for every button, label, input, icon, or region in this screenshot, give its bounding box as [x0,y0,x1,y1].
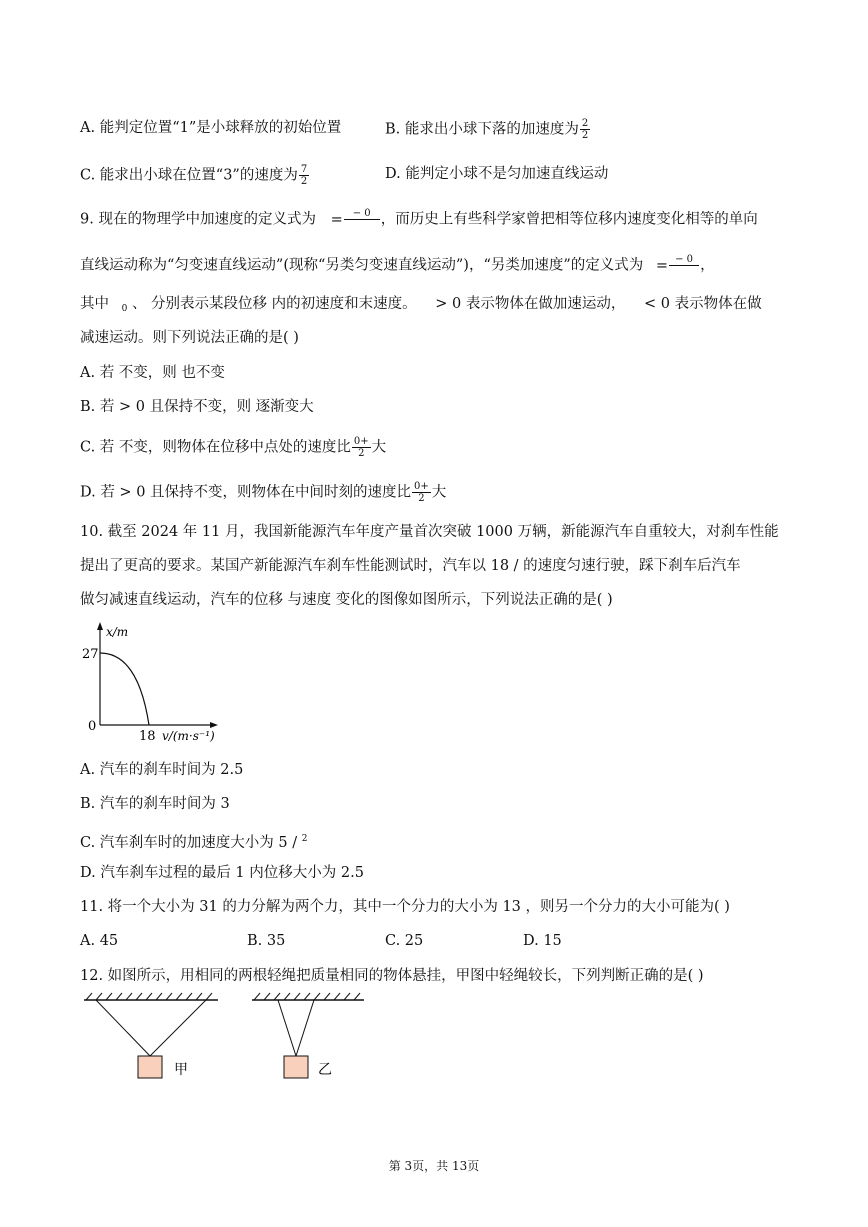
q9-option-c [80,436,386,459]
q8-option-b [385,118,591,141]
ceiling-jia [84,993,218,1000]
q9-option-d [80,481,446,504]
graph-x-tick: 18 [139,729,156,744]
rope-yi-right [296,1000,314,1056]
q9-line-3-b: 、 分别表示某段位移 内的初速度和末速度。 [131,296,417,312]
q9-line-3-c: > 0 表示物体在做加速运动， [435,296,626,312]
q11-line-1: 11. 将一个大小为 31 的力分解为两个力，其中一个分力的大小为 13 ，则另一个分力的大小可能为( ) [80,899,730,915]
q9-option-d-text: D. 若 > 0 且保持不变，则物体在中间时刻的速度比 [80,484,412,501]
q9-line-2-pre: 直线运动称为“匀变速直线运动”(现称“另类匀变速直线运动”)，“另类加速度”的定义式为 [80,257,644,274]
ceiling-yi [252,993,364,1000]
fraction-denominator: 2 [300,176,308,187]
q10-option-b: B. 汽车的刹车时间为 3 [80,796,230,812]
q8-option-b-text: B. 能求出小球下落的加速度为 [385,121,579,138]
fraction-numerator: 7 [300,164,308,175]
q9-option-c-fraction [352,436,371,459]
q9-line-3-a: 其中 [80,296,109,312]
rope-yi-left [278,1000,296,1056]
q9-line-3-d: < 0 表示物体在做 [643,296,762,312]
fraction-numerator: 0+ [414,481,429,492]
q10-line-1: 10. 截至 2024 年 11 月，我国新能源汽车年度产量首次突破 1000 万辆，新能源汽车自重较大，对刹车性能 [80,524,779,540]
superscript: 2 [301,834,308,844]
q8-option-a: A. 能判定位置“1”是小球释放的初始位置 [80,120,342,136]
graph-x-label: v/(m·s⁻¹) [162,729,215,743]
y-axis-arrow-icon [97,622,103,630]
graph-curve [100,653,149,725]
graph-y-label: x/m [106,625,129,639]
q9-option-a: A. 若 不变，则 也不变 [80,365,225,381]
q9-eq-sign-2: = [655,257,669,274]
q12-line-1: 12. 如图所示，用相同的两根轻绳把质量相同的物体悬挂，甲图中轻绳较长，下列判断正确的是( ) [80,968,704,984]
subscript: 0 [121,304,128,314]
q9-option-c-text: C. 若 不变，则物体在位移中点处的速度比 [80,439,351,456]
q9-line-2-post: ， [700,257,715,274]
q10-option-a: A. 汽车的刹车时间为 2.5 [80,762,244,778]
q10-option-c [80,829,307,853]
q12-figure [80,990,380,1090]
q11-option-c: C. 25 [385,933,424,949]
q9-line-4: 减速运动。则下列说法正确的是( ) [80,330,299,346]
q9-line-3 [80,294,762,319]
graph-y-tick: 27 [82,647,99,662]
q8-option-b-fraction [580,118,590,141]
q11-option-d: D. 15 [523,933,562,949]
fraction-denominator: 2 [358,448,365,459]
q8-option-c-fraction [299,164,309,187]
label-yi: 乙 [318,1062,332,1078]
q9-definition-fraction [344,208,380,231]
q10-option-c-text: C. 汽车刹车时的加速度大小为 5 / [80,835,302,851]
fraction-denominator [669,266,699,277]
x-axis-arrow-icon [210,722,218,728]
page-footer: 第 3页，共 13页 [388,1159,480,1173]
q9-line-1-pre: 9. 现在的物理学中加速度的定义式为 [80,211,316,228]
q9-line-1 [80,208,758,231]
q11-option-b: B. 35 [247,933,286,949]
q8-option-c-text: C. 能求出小球在位置“3”的速度为 [80,167,298,184]
q10-line-3: 做匀减速直线运动，汽车的位移 与速度 变化的图像如图所示，下列说法正确的是( ) [80,592,613,608]
q10-line-2: 提出了更高的要求。某国产新能源汽车刹车性能测试时，汽车以 18 / 的速度匀速行驶，踩下刹车后汽车 [80,558,741,574]
graph-origin: 0 [88,719,97,734]
q10-option-d: D. 汽车刹车过程的最后 1 内位移大小为 2.5 [80,865,364,881]
rope-jia-right [150,1000,206,1056]
q9-eq-sign: = [330,211,343,228]
fraction-numerator: − 0 [669,254,699,266]
fraction-numerator: 0+ [353,436,369,447]
q8-option-d: D. 能判定小球不是匀加速直线运动 [385,166,609,182]
fraction-numerator: 2 [581,118,589,129]
q9-option-c-post: 大 [371,439,387,456]
q8-option-c [80,164,310,187]
fraction-denominator: 2 [418,493,425,504]
block-jia [138,1056,162,1078]
block-yi [284,1056,308,1078]
q9-line-1-post: ，而历史上有些科学家曾把相等位移内速度变化相等的单向 [380,211,758,228]
q9-option-d-post: 大 [431,484,447,501]
q9-line-2 [80,254,715,277]
fraction-denominator [344,220,380,231]
q9-option-d-fraction [412,481,431,504]
q9-option-b: B. 若 > 0 且保持不变，则 逐渐变大 [80,399,314,415]
q10-graph [82,620,242,745]
q11-option-a: A. 45 [80,933,119,949]
q9-alt-definition-fraction [669,254,699,277]
label-jia: 甲 [174,1062,188,1078]
fraction-denominator: 2 [581,130,589,141]
rope-jia-left [96,1000,150,1056]
fraction-numerator: − 0 [344,208,380,220]
